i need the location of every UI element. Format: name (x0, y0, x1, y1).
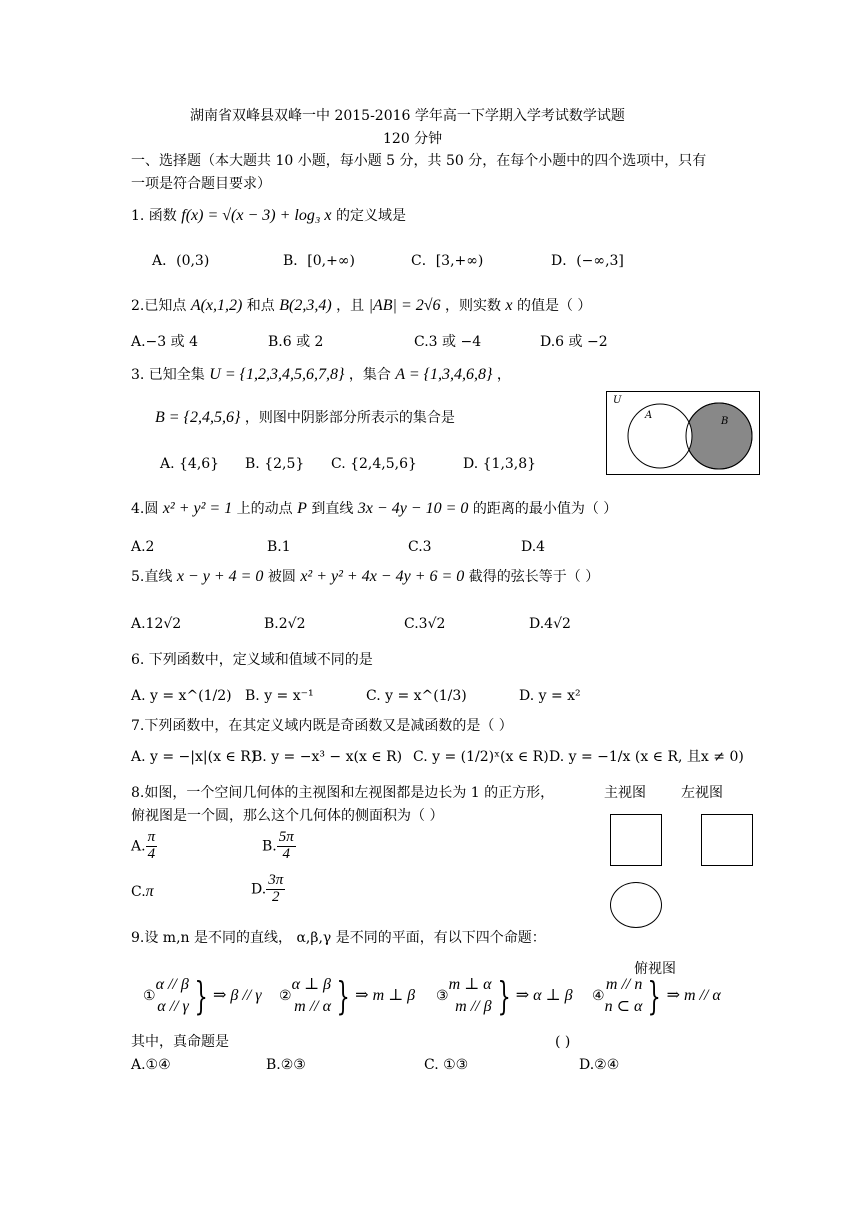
q9-prop4-bottom: n ⊂ α (604, 998, 643, 1015)
q9-prop3-mark: ③ (436, 988, 449, 1004)
q3-text-b: ，集合 (348, 367, 391, 383)
venn-svg (607, 392, 759, 474)
q3-text-a: 3. 已知全集 (131, 367, 205, 383)
q5-stem (131, 568, 599, 586)
q4-option-b[interactable]: B.1 (267, 539, 291, 555)
venn-label-u: U (613, 395, 622, 406)
q5-text-a: 5.直线 (131, 569, 173, 585)
q9-prop4-top: m // n (605, 976, 643, 993)
q4-stem (131, 500, 617, 518)
q8-stem-line1: 8.如图，一个空间几何体的主视图和左视图都是边长为 1 的正方形， (131, 785, 555, 801)
q7-option-a[interactable]: A. y = −|x|(x ∈ R) (131, 749, 257, 765)
q3-option-d[interactable]: D. {1,3,8} (463, 456, 537, 472)
q9-prop4-mark: ④ (592, 988, 605, 1004)
q9-proposition-3[interactable] (436, 974, 573, 1020)
q5-option-d[interactable]: D.4√2 (529, 616, 571, 632)
q4-text-b: 上的动点 (236, 501, 293, 517)
q9-proposition-1[interactable] (143, 974, 262, 1020)
q9-prop2-bottom: m // α (294, 998, 331, 1015)
q4-text-c: 到直线 (311, 501, 354, 517)
q3-text-d: ，则图中阴影部分所表示的集合是 (244, 410, 455, 426)
q4-option-a[interactable]: A.2 (131, 539, 155, 555)
q9-stem: 9.设 m,n 是不同的直线， α,β,γ 是不同的平面，有以下四个命题： (131, 930, 546, 946)
q1-prefix: 1. 函数 (131, 208, 177, 224)
q9-prop3-result: ⇒ α ⊥ β (515, 987, 573, 1004)
q8-label-left-view: 左视图 (681, 785, 723, 801)
q4-text-a: 4.圆 (131, 501, 159, 517)
q9-prop1-bottom: α // γ (157, 998, 189, 1015)
q5-line: x − y + 4 = 0 (176, 568, 264, 585)
q1-option-d[interactable]: D．(−∞,3] (551, 253, 624, 269)
q8-stem-line2: 俯视图是一个圆，那么这个几何体的侧面积为（ ） (131, 808, 444, 824)
q5-text-b: 被圆 (267, 569, 296, 585)
q2-variable: x (505, 297, 513, 314)
q1-suffix: 的定义域是 (335, 208, 406, 224)
q9-prop3-premises (449, 974, 492, 1018)
q8-option-d-label: D. (251, 881, 267, 898)
q8-option-a-fraction (146, 830, 158, 863)
venn-diagram (606, 391, 760, 475)
q8-option-d-den: 2 (271, 888, 280, 905)
q5-circle: x² + y² + 4x − 4y + 6 = 0 (300, 568, 465, 585)
q8-option-b-den: 4 (282, 845, 290, 862)
q5-text-c: 截得的弦长等于（ ） (468, 569, 600, 585)
q9-option-c[interactable]: C. ①③ (424, 1057, 469, 1073)
q6-option-d[interactable]: D. y = x² (519, 688, 581, 704)
q4-text-d: 的距离的最小值为（ ） (472, 501, 618, 517)
q2-option-d[interactable]: D.6 或 −2 (540, 334, 608, 350)
q6-option-b[interactable]: B. y = x⁻¹ (245, 688, 314, 704)
q8-option-a[interactable] (131, 830, 157, 863)
q6-option-c[interactable]: C. y = x^(1/3) (366, 688, 467, 704)
q7-option-d[interactable]: D. y = −1/x (x ∈ R, 且x ≠ 0) (549, 749, 744, 765)
q2-point-a: A(x,1,2) (190, 297, 243, 314)
venn-label-a: A (645, 410, 653, 421)
q1-option-c[interactable]: C．[3,+∞) (411, 253, 484, 269)
q4-option-d[interactable]: D.4 (521, 539, 546, 555)
q9-prop1-premises (156, 974, 189, 1018)
q4-point-p: P (297, 500, 307, 517)
q8-label-top-view: 俯视图 (634, 961, 676, 977)
q8-option-b-num: 5π (278, 829, 294, 845)
q9-prop3-brace: } (497, 974, 511, 1018)
section-heading-line1: 一、选择题（本大题共 10 小题，每小题 5 分，共 50 分，在每个小题中的四个选项中，只有 (131, 153, 707, 169)
q9-prop1-top: α // β (155, 976, 189, 993)
q6-stem: 6. 下列函数中，定义域和值域不同的是 (131, 652, 373, 668)
q3-stem-line1 (131, 366, 511, 384)
q9-proposition-2[interactable] (279, 974, 415, 1020)
q6-option-a[interactable]: A. y = x^(1/2) (131, 688, 232, 704)
q3-option-b[interactable]: B. {2,5} (245, 456, 305, 472)
q8-option-c-label: C. (131, 884, 146, 900)
q5-option-c[interactable]: C.3√2 (404, 616, 446, 632)
q9-conclusion: 其中，真命题是 (131, 1034, 229, 1050)
q2-condition: |AB| = 2√6 (368, 297, 441, 314)
q7-option-b[interactable]: B. y = −x³ − x(x ∈ R) (252, 749, 403, 765)
top-view-circle (610, 882, 662, 928)
q9-prop2-premises (292, 974, 331, 1018)
q4-circle: x² + y² = 1 (162, 500, 233, 517)
q3-text-c: ， (496, 367, 511, 383)
section-heading-line2: 一项是符合题目要求） (131, 176, 271, 192)
q9-prop1-mark: ① (143, 988, 156, 1004)
q2-text-e: 的值是（ ） (516, 298, 592, 314)
q9-prop1-result: ⇒ β // γ (213, 987, 262, 1004)
q4-line: 3x − 4y − 10 = 0 (357, 500, 469, 517)
q9-prop2-brace: } (336, 974, 350, 1018)
q9-prop2-result: ⇒ m ⊥ β (355, 987, 416, 1004)
q8-option-a-label: A. (131, 838, 146, 855)
q9-option-a[interactable]: A.①④ (131, 1057, 171, 1073)
q2-text-d: ，则实数 (444, 298, 501, 314)
q3-set-b: B = {2,4,5,6} (155, 409, 241, 426)
q1-stem (131, 207, 406, 225)
q9-option-d[interactable]: D.②④ (579, 1057, 620, 1073)
q9-prop3-bottom: m // β (455, 998, 492, 1015)
q8-option-d-num: 3π (268, 872, 284, 888)
q9-prop2-mark: ② (279, 988, 292, 1004)
q2-option-c[interactable]: C.3 或 −4 (414, 334, 482, 350)
q3-option-c[interactable]: C. {2,4,5,6} (331, 456, 417, 472)
q5-option-a[interactable]: A.12√2 (131, 616, 182, 632)
q2-text-b: 和点 (246, 298, 275, 314)
q2-text-c: ，且 (336, 298, 365, 314)
q3-set-a: A = {1,3,4,6,8} (395, 366, 493, 383)
set-a-circle (628, 404, 692, 468)
q9-prop2-top: α ⊥ β (291, 976, 331, 993)
q2-option-b[interactable]: B.6 或 2 (268, 334, 324, 350)
q1-function: f(x) = √(x − 3) + log₃ x (181, 207, 332, 224)
q9-proposition-4[interactable] (592, 974, 721, 1020)
q8-label-front-view: 主视图 (604, 785, 646, 801)
q2-stem (131, 297, 591, 315)
q3-stem-line2 (155, 409, 455, 427)
q9-answer-paren: ( ) (555, 1034, 571, 1050)
q9-prop4-brace: } (647, 974, 662, 1018)
q4-option-c[interactable]: C.3 (408, 539, 432, 555)
q7-option-c[interactable]: C. y = (1/2)ˣ(x ∈ R) (413, 749, 549, 765)
q8-option-c-value: π (145, 883, 154, 900)
exam-title: 湖南省双峰县双峰一中 2015-2016 学年高一下学期入学考试数学试题 (190, 108, 625, 124)
q2-point-b: B(2,3,4) (279, 297, 332, 314)
q8-option-c[interactable] (131, 883, 154, 901)
q8-option-b-fraction (277, 830, 296, 863)
q9-prop4-premises (605, 974, 643, 1018)
q9-prop4-result: ⇒ m // α (666, 987, 721, 1004)
q2-text-a: 2.已知点 (131, 298, 187, 314)
q8-option-d-fraction (266, 873, 285, 906)
left-view-square (701, 814, 753, 866)
venn-label-b: B (721, 416, 729, 427)
q9-prop1-brace: } (194, 974, 208, 1018)
q8-option-a-den: 4 (147, 845, 156, 862)
q1-option-a[interactable]: A．(0,3) (152, 253, 210, 269)
q8-option-b[interactable] (262, 830, 296, 863)
q3-option-a[interactable]: A. {4,6} (160, 456, 220, 472)
q2-option-a[interactable]: A.−3 或 4 (131, 334, 199, 350)
q7-stem: 7.下列函数中，在其定义域内既是奇函数又是减函数的是（ ） (131, 718, 513, 734)
q8-option-d[interactable] (251, 873, 285, 906)
exam-duration: 120 分钟 (383, 131, 443, 147)
q9-prop3-top: m ⊥ α (448, 976, 492, 993)
q1-option-b[interactable]: B．[0,+∞) (283, 253, 355, 269)
front-view-square (610, 814, 662, 866)
q3-set-u: U = {1,2,3,4,5,6,7,8} (209, 366, 345, 383)
q9-option-b[interactable]: B.②③ (266, 1057, 306, 1073)
q5-option-b[interactable]: B.2√2 (264, 616, 306, 632)
q8-option-b-label: B. (262, 838, 277, 855)
q8-option-a-num: π (147, 829, 156, 845)
